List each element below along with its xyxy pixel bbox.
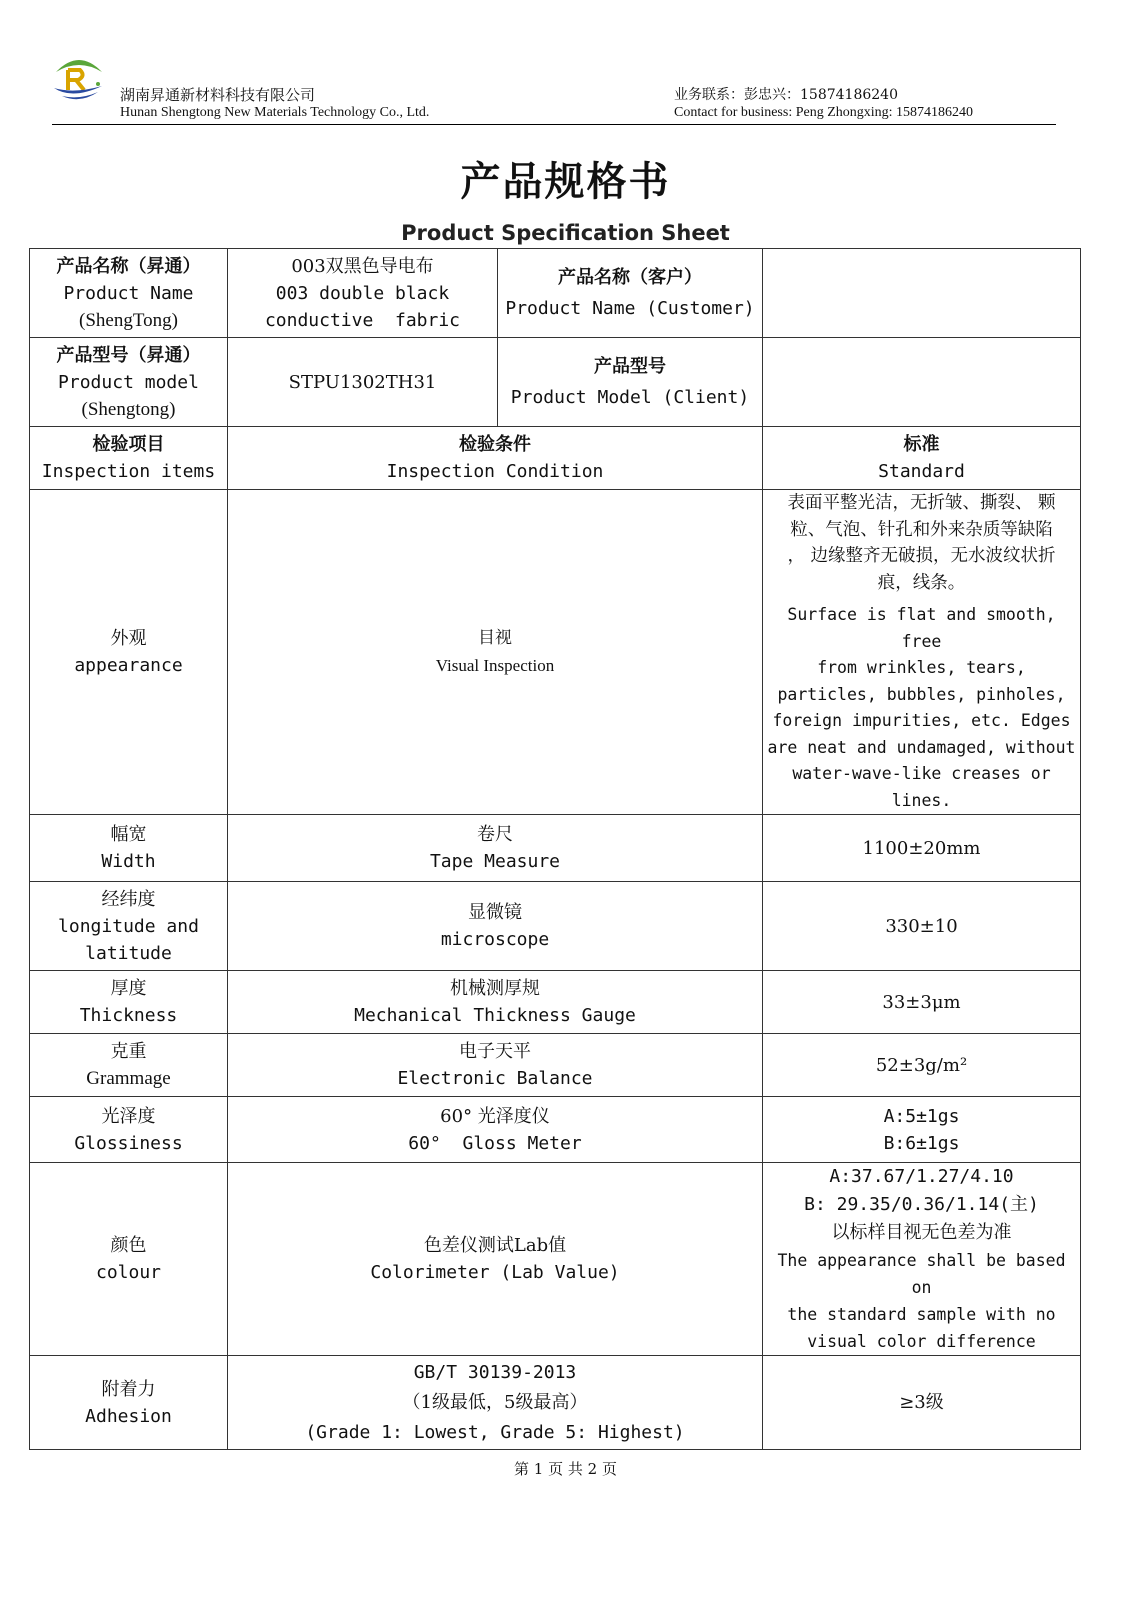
value-cell xyxy=(228,338,498,427)
table-row-appearance xyxy=(30,490,1081,815)
column-header-cn: 检验项目 xyxy=(92,434,165,455)
label-cell xyxy=(30,338,228,427)
column-header-en: Standard xyxy=(878,461,965,482)
standard-cell xyxy=(763,1356,1081,1450)
table-row-width xyxy=(30,815,1081,882)
client-label-cn: 产品名称（客户） xyxy=(558,267,702,288)
table-row-longitude-latitude xyxy=(30,882,1081,971)
client-value-cell xyxy=(763,249,1081,338)
standard-cell xyxy=(763,882,1081,971)
condition-cell xyxy=(228,1097,763,1163)
condition-en: (Grade 1: Lowest, Grade 5: Highest) xyxy=(305,1421,685,1443)
label-cn: 产品名称（昇通） xyxy=(56,255,201,277)
standard-line: The appearance shall be based on xyxy=(777,1251,1066,1297)
product-model: STPU1302TH31 xyxy=(288,371,437,393)
column-header-cn: 检验条件 xyxy=(459,434,531,455)
standard-line: 以标样目视无色差为准 xyxy=(831,1222,1012,1243)
client-label-cn: 产品型号 xyxy=(594,356,666,377)
condition-cn: 机械测厚规 xyxy=(450,978,540,999)
standard-line: 粒、气泡、针孔和外来杂质等缺陷 xyxy=(790,519,1053,540)
condition-standard-code: GB/T 30139-2013 xyxy=(413,1361,577,1383)
product-name-cn: 003双黑色导电布 xyxy=(291,255,434,277)
condition-cell xyxy=(228,1356,763,1450)
standard-line: A:37.67/1.27/4.10 xyxy=(829,1166,1014,1187)
company-name-en: Hunan Shengtong New Materials Technology Co., Ltd. xyxy=(120,105,430,120)
condition-cell xyxy=(228,1163,763,1356)
item-en: appearance xyxy=(74,655,183,676)
company-logo-icon xyxy=(52,50,106,104)
condition-en: Tape Measure xyxy=(429,851,561,872)
client-label-cell xyxy=(498,338,763,427)
condition-cn: 目视 xyxy=(478,628,512,648)
client-label-cell xyxy=(498,249,763,338)
standard-cell xyxy=(763,1097,1081,1163)
condition-cn: 60° 光泽度仪 xyxy=(440,1105,550,1127)
company-name-cn: 湖南昇通新材料科技有限公司 xyxy=(120,86,316,104)
page-header xyxy=(52,48,1056,125)
condition-cell xyxy=(228,971,763,1034)
condition-cn: 显微镜 xyxy=(468,902,522,923)
item-cn: 厚度 xyxy=(110,978,147,999)
info-row-product-model xyxy=(30,338,1081,427)
table-row-adhesion xyxy=(30,1356,1081,1450)
standard-line: B: 29.35/0.36/1.14(主) xyxy=(804,1194,1039,1215)
item-cell xyxy=(30,882,228,971)
standard-value: ≥3级 xyxy=(899,1392,944,1413)
standard-line: visual color difference xyxy=(807,1332,1036,1351)
item-cell xyxy=(30,1356,228,1450)
page-title-cn: 产品规格书 xyxy=(460,158,671,205)
standard-line: 表面平整光洁，无折皱、撕裂、 颗 xyxy=(787,493,1056,513)
label-en: Product Name xyxy=(63,282,194,304)
item-cn: 光泽度 xyxy=(101,1105,156,1127)
label-en: Product model xyxy=(58,371,199,393)
table-row-colour xyxy=(30,1163,1081,1356)
standard-line: foreign impurities, etc. Edges xyxy=(772,711,1071,730)
table-row-thickness xyxy=(30,971,1081,1034)
standard-value: 33±3μm xyxy=(882,991,961,1013)
page-number: 第 1 页 共 2 页 xyxy=(514,1460,617,1478)
column-header-en: Inspection Condition xyxy=(386,461,604,482)
client-label-en: Product Model (Client) xyxy=(510,387,750,408)
label-en: (ShengTong) xyxy=(79,309,178,331)
item-cn: 克重 xyxy=(110,1041,147,1062)
item-cn: 附着力 xyxy=(101,1378,156,1400)
condition-cn: 卷尺 xyxy=(477,824,513,845)
item-cell xyxy=(30,1097,228,1163)
standard-value: B:6±1gs xyxy=(883,1132,960,1154)
condition-cn: 色差仪测试Lab值 xyxy=(423,1235,567,1256)
item-cell xyxy=(30,1163,228,1356)
client-value-cell xyxy=(763,338,1081,427)
item-cell xyxy=(30,815,228,882)
standard-cell xyxy=(763,815,1081,882)
condition-cell xyxy=(228,815,763,882)
item-cn: 颜色 xyxy=(110,1235,147,1256)
label-cn: 产品型号（昇通） xyxy=(56,344,201,366)
standard-line: 痕，线条。 xyxy=(877,572,966,593)
standard-value: 52±3g/m² xyxy=(875,1054,968,1076)
column-header-cn: 标准 xyxy=(903,434,940,455)
standard-cell xyxy=(763,971,1081,1034)
condition-cell xyxy=(228,1034,763,1097)
standard-line: from wrinkles, tears, xyxy=(817,658,1026,677)
spec-table xyxy=(29,248,1081,1450)
condition-cn: （1级最低，5级最高） xyxy=(402,1391,588,1413)
column-header-standard xyxy=(763,427,1081,490)
column-header-en: Inspection items xyxy=(41,461,216,482)
standard-line: particles, bubbles, pinholes, xyxy=(777,684,1066,704)
item-cn: 幅宽 xyxy=(110,824,147,845)
condition-en: Mechanical Thickness Gauge xyxy=(354,1005,636,1026)
client-label-en: Product Name (Customer) xyxy=(505,298,755,319)
standard-line: are neat and undamaged, without xyxy=(767,737,1076,757)
contact-en: Contact for business: Peng Zhongxing: 15874186240 xyxy=(674,105,974,120)
item-en: Grammage xyxy=(86,1068,171,1089)
product-name-en: 003 double black xyxy=(275,282,450,304)
value-cell xyxy=(228,249,498,338)
table-row-grammage xyxy=(30,1034,1081,1097)
standard-cell xyxy=(763,1034,1081,1097)
standard-cell xyxy=(763,1163,1081,1356)
standard-value: 1100±20mm xyxy=(862,837,981,859)
condition-en: Electronic Balance xyxy=(397,1068,593,1089)
item-en: Width xyxy=(101,851,156,872)
item-en: Thickness xyxy=(79,1005,178,1026)
condition-en: Colorimeter (Lab Value) xyxy=(370,1262,620,1283)
standard-line: water-wave-like creases or xyxy=(792,764,1051,783)
product-name-en: conductive fabric xyxy=(264,309,461,331)
condition-en: 60° Gloss Meter xyxy=(408,1132,582,1154)
column-header-row xyxy=(30,427,1081,490)
item-cn: 外观 xyxy=(110,628,147,649)
condition-en: Visual Inspection xyxy=(435,656,555,675)
standard-cell xyxy=(763,490,1081,815)
item-en: longitude and xyxy=(58,915,199,937)
table-row-glossiness xyxy=(30,1097,1081,1163)
standard-line: lines. xyxy=(891,790,952,810)
condition-cn: 电子天平 xyxy=(459,1041,531,1062)
standard-value: 330±10 xyxy=(885,915,958,937)
info-row-product-name xyxy=(30,249,1081,338)
contact-cn: 业务联系：彭忠兴：15874186240 xyxy=(674,87,898,103)
page-title-en: Product Specification Sheet xyxy=(401,221,730,245)
item-cell xyxy=(30,1034,228,1097)
item-en: Adhesion xyxy=(85,1405,172,1427)
item-cell xyxy=(30,971,228,1034)
condition-en: microscope xyxy=(440,929,550,950)
column-header-item xyxy=(30,427,228,490)
label-en: (Shengtong) xyxy=(81,398,176,420)
standard-value: A:5±1gs xyxy=(883,1105,960,1127)
column-header-condition xyxy=(228,427,763,490)
item-en: colour xyxy=(95,1262,162,1283)
condition-cell xyxy=(228,882,763,971)
item-cell xyxy=(30,490,228,815)
item-cn: 经纬度 xyxy=(101,888,156,910)
standard-line: Surface is flat and smooth, free xyxy=(787,605,1056,651)
item-en: latitude xyxy=(85,942,172,964)
condition-cell xyxy=(228,490,763,815)
standard-line: ， 边缘整齐无破损，无水波纹状折 xyxy=(787,546,1056,566)
label-cell xyxy=(30,249,228,338)
item-en: Glossiness xyxy=(74,1132,183,1154)
standard-line: the standard sample with no xyxy=(787,1305,1056,1324)
